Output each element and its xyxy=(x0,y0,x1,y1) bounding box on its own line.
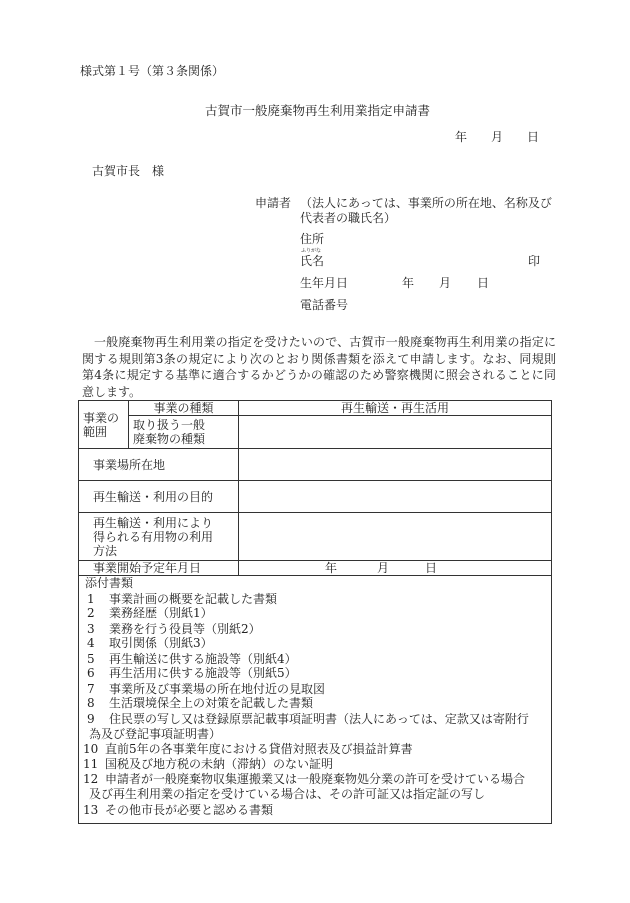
attachments-box xyxy=(78,574,552,824)
application-statement: 一般廃棄物再生利用業の指定を受けたいので、古賀市一般廃棄物再生利用業の指定に関する規則第3条の規定により次のとおり関係書類を添えて申請します。なお、同規則第4条に規定する基準に適合するかどうかの確認のため警察機関に照会されることに同意します。 xyxy=(82,335,556,399)
scope-label-cell: 事業の 範囲 xyxy=(79,401,129,449)
address-label: 住所 xyxy=(300,232,325,246)
attachment-item-continued: 為及び登記事項証明書） xyxy=(89,727,222,741)
attachment-item: 4 取引関係（別紙3） xyxy=(87,636,213,650)
business-details-table xyxy=(78,400,552,576)
dob-day: 日 xyxy=(477,276,490,290)
attachment-item: 1 事業計画の概要を記載した書類 xyxy=(87,592,278,606)
dob-label: 生年月日 xyxy=(300,276,349,290)
start-date-label: 事業開始予定年月日 xyxy=(79,561,239,576)
business-type-value: 再生輸送・再生活用 xyxy=(239,401,552,416)
attachment-item: 13 その他市長が必要と認める書類 xyxy=(83,803,274,817)
product-use-value xyxy=(239,513,552,561)
date-month: 月 xyxy=(491,130,504,144)
recipient: 古賀市長 様 xyxy=(92,164,165,178)
attachment-item: 5 再生輸送に供する施設等（別紙4） xyxy=(87,652,297,666)
attachment-item: 12 申請者が一般廃棄物収集運搬業又は一般廃棄物処分業の許可を受けている場合 xyxy=(83,772,526,786)
attachment-item: 2 業務経歴（別紙1） xyxy=(87,606,213,620)
attachment-item: 6 再生活用に供する施設等（別紙5） xyxy=(87,666,297,680)
applicant-label: 申請者 xyxy=(255,196,292,210)
date-day: 日 xyxy=(527,130,540,144)
attachments-heading: 添付書類 xyxy=(85,576,134,590)
document-title: 古賀市一般廃棄物再生利用業指定申請書 xyxy=(205,103,431,118)
attachment-item: 11 国税及び地方税の未納（滞納）のない証明 xyxy=(83,757,334,771)
business-type-label: 事業の種類 xyxy=(129,401,239,416)
product-use-label: 再生輸送・利用により 得られる有用物の利用 方法 xyxy=(79,513,239,561)
purpose-value xyxy=(239,481,552,513)
name-label: 氏名 xyxy=(300,254,325,268)
seal-mark: 印 xyxy=(528,254,541,268)
date-year: 年 xyxy=(455,130,468,144)
location-label: 事業場所在地 xyxy=(79,449,239,481)
location-value xyxy=(239,449,552,481)
phone-label: 電話番号 xyxy=(300,298,349,312)
applicant-note-line2: 代表者の職氏名） xyxy=(300,211,397,225)
attachment-item: 9 住民票の写し又は登録原票記載事項証明書（法人にあっては、定款又は寄附行 xyxy=(87,712,529,726)
waste-type-value xyxy=(239,416,552,449)
form-label: 様式第１号（第３条関係） xyxy=(80,64,225,78)
attachment-item: 7 事業所及び事業場の所在地付近の見取図 xyxy=(87,682,326,696)
attachment-item: 8 生活環境保全上の対策を記載した書類 xyxy=(87,696,314,710)
attachment-item: 3 業務を行う役員等（別紙2） xyxy=(87,622,261,636)
dob-year: 年 xyxy=(402,276,415,290)
attachment-item: 10 直前5年の各事業年度における貸借対照表及び損益計算書 xyxy=(83,742,413,756)
start-date-value: 年 月 日 xyxy=(239,561,552,576)
applicant-note-line1: （法人にあっては、事業所の所在地、名称及び xyxy=(300,196,552,210)
dob-month: 月 xyxy=(439,276,452,290)
name-furigana: ふりがな xyxy=(301,248,322,254)
attachment-item-continued: 及び再生利用業の指定を受けている場合は、その許可証又は指定証の写し xyxy=(89,787,486,801)
purpose-label: 再生輸送・利用の目的 xyxy=(79,481,239,513)
waste-type-label: 取り扱う一般 廃棄物の種類 xyxy=(129,416,239,449)
